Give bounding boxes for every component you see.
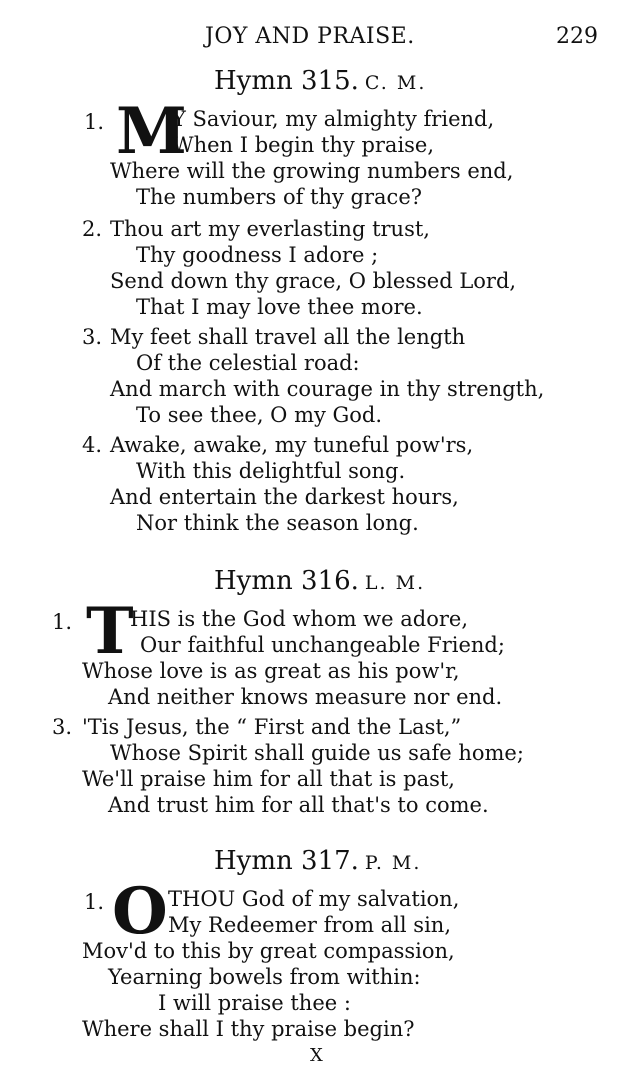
- page-header: [0, 24, 640, 56]
- drop-cap: T: [86, 594, 134, 669]
- stanza-number: 2.: [82, 217, 103, 241]
- drop-cap: O: [112, 874, 168, 949]
- verse-line: I will praise thee :: [158, 991, 351, 1015]
- verse-line: Thou art my everlasting trust,: [110, 217, 430, 241]
- verse-line: And trust him for all that's to come.: [108, 793, 489, 817]
- verse-line: Thy goodness I adore ;: [136, 243, 379, 267]
- hymn-title: [214, 66, 426, 96]
- verse-line: Whose love is as great as his pow'r,: [82, 659, 460, 683]
- verse-line: Yearning bowels from within:: [108, 965, 421, 989]
- signature-mark: X: [310, 1045, 323, 1066]
- stanza-number: 3.: [82, 325, 103, 349]
- stanza-number: 1.: [52, 610, 73, 634]
- hymn-number: Hymn 315.: [214, 66, 359, 96]
- verse-line: HIS is the God whom we adore,: [130, 607, 468, 631]
- verse-line: Whose Spirit shall guide us safe home;: [110, 741, 524, 765]
- verse-line: Mov'd to this by great compassion,: [82, 939, 455, 963]
- verse-line: Where shall I thy praise begin?: [82, 1017, 415, 1041]
- drop-cap: M: [116, 94, 187, 169]
- verse-line: And entertain the darkest hours,: [110, 485, 459, 509]
- verse-line: Nor think the season long.: [136, 511, 419, 535]
- verse-line: My feet shall travel all the length: [110, 325, 466, 349]
- verse-line: THOU God of my salvation,: [168, 887, 460, 911]
- verse-line: When I begin thy praise,: [172, 133, 435, 157]
- verse-line: We'll praise him for all that is past,: [82, 767, 455, 791]
- hymn-meter: L. M.: [364, 572, 426, 594]
- running-head: JOY AND PRAISE.: [205, 24, 415, 49]
- stanza-number: 1.: [84, 890, 105, 914]
- stanza-number: 3.: [52, 715, 73, 739]
- verse-line: Y Saviour, my almighty friend,: [172, 107, 495, 131]
- hymn-number: Hymn 317.: [214, 846, 359, 876]
- verse-line: And march with courage in thy strength,: [110, 377, 545, 401]
- hymn-meter: P. M.: [364, 852, 422, 874]
- verse-line: That I may love thee more.: [136, 295, 423, 319]
- verse-line: And neither knows measure nor end.: [108, 685, 503, 709]
- verse-line: Where will the growing numbers end,: [110, 159, 514, 183]
- verse-line: 'Tis Jesus, the “ First and the Last,”: [82, 715, 462, 739]
- hymn-number: Hymn 316.: [214, 566, 359, 596]
- verse-line: My Redeemer from all sin,: [168, 913, 451, 937]
- verse-line: With this delightful song.: [136, 459, 406, 483]
- verse-line: The numbers of thy grace?: [136, 185, 423, 209]
- verse-line: To see thee, O my God.: [136, 403, 383, 427]
- stanza-number: 4.: [82, 433, 103, 457]
- page-number: 229: [556, 24, 598, 49]
- stanza-number: 1.: [84, 110, 105, 134]
- verse-line: Awake, awake, my tuneful pow'rs,: [110, 433, 474, 457]
- verse-line: Send down thy grace, O blessed Lord,: [110, 269, 517, 293]
- hymn-title: [214, 566, 425, 596]
- hymn-meter: C. M.: [364, 72, 427, 94]
- hymn-title: [214, 846, 421, 876]
- verse-line: Our faithful unchangeable Friend;: [140, 633, 505, 657]
- verse-line: Of the celestial road:: [136, 351, 360, 375]
